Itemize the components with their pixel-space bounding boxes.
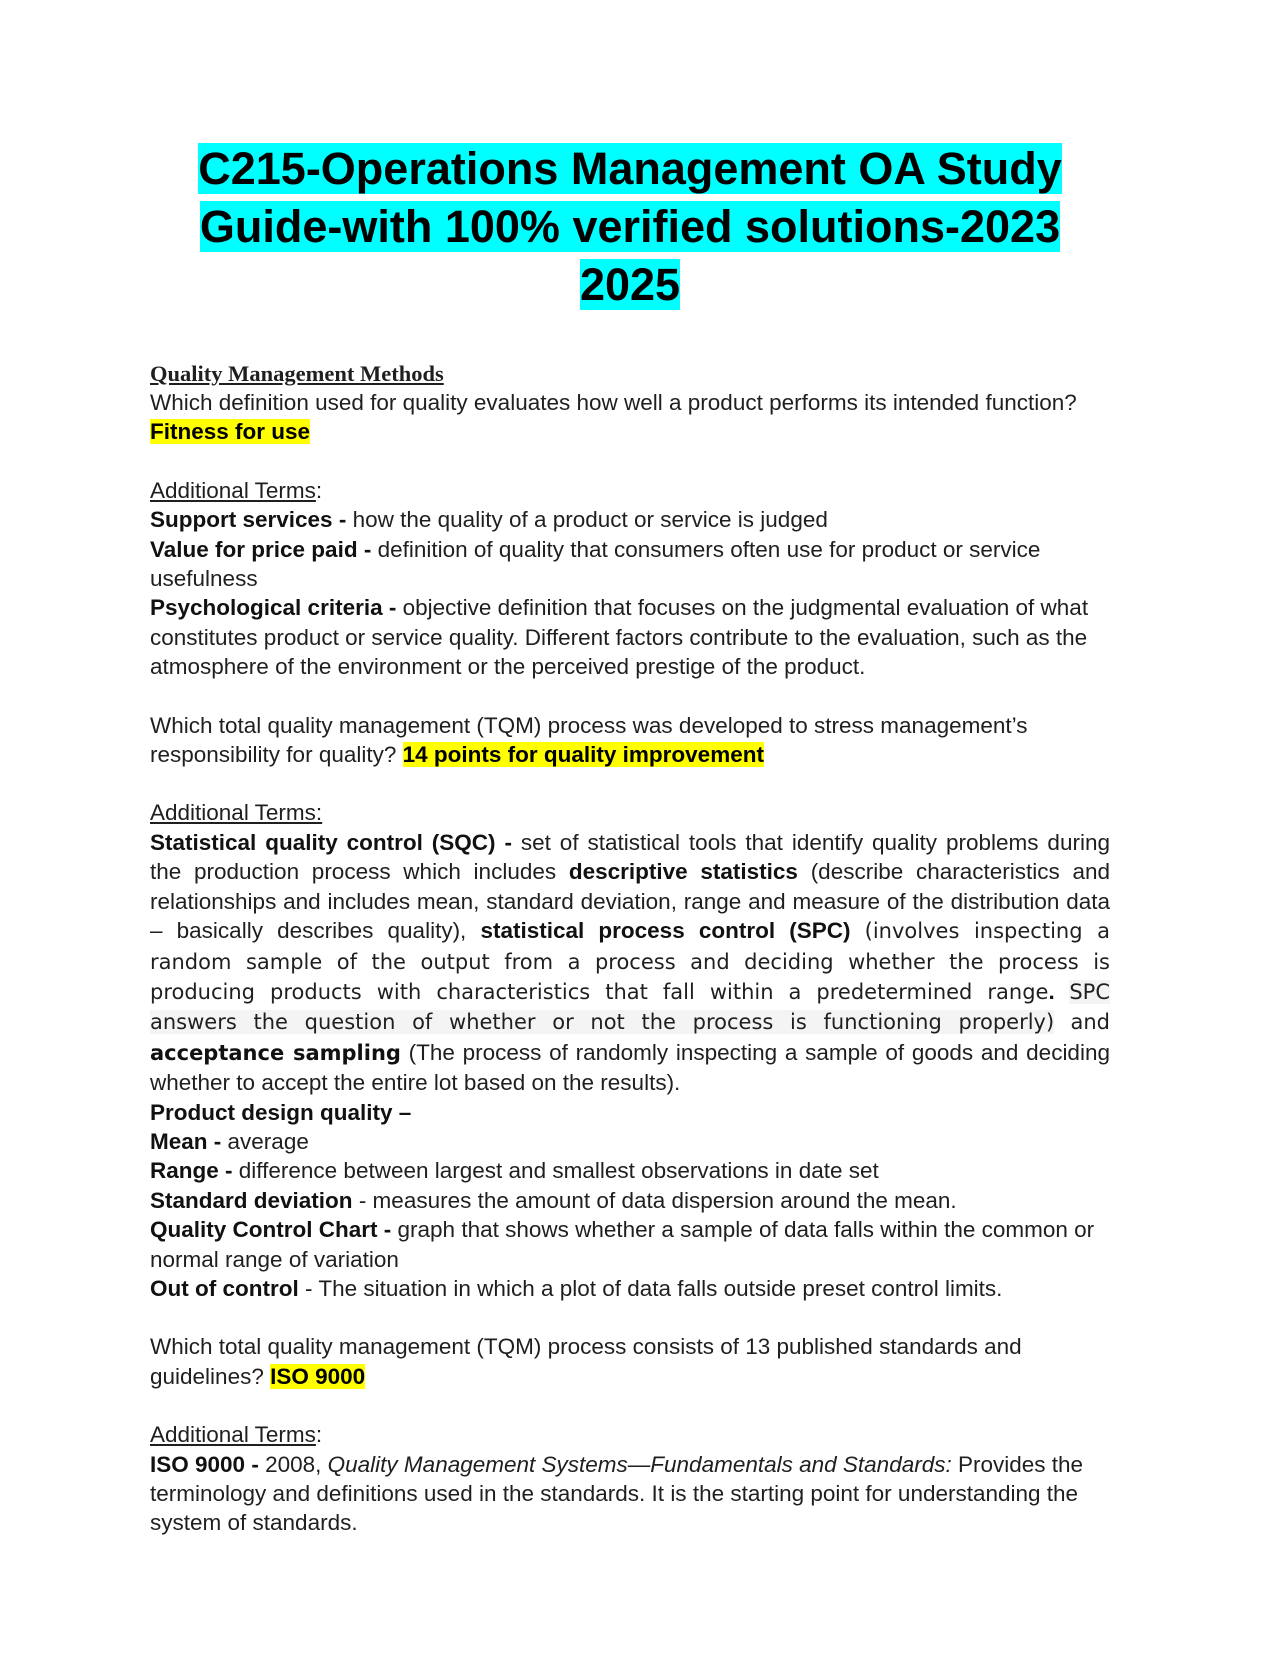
- question-1-text: Which definition used for quality evaluates how well a product performs its intended function?: [150, 390, 1077, 415]
- term-product-design-quality: Product design quality –: [150, 1099, 412, 1125]
- section-heading: Quality Management Methods: [150, 361, 444, 386]
- question-3: [150, 1332, 1110, 1391]
- term-quality-control-chart: Quality Control Chart - graph that shows whether a sample of data falls within the common or normal range of variation: [150, 1217, 1095, 1272]
- additional-terms-heading-1: Additional Terms:: [150, 477, 323, 503]
- term-value-for-price: Value for price paid - definition of quality that consumers often use for product or service usefulness: [150, 536, 1041, 592]
- term-psychological-criteria: Psychological criteria - objective definition that focuses on the judgmental evaluation of what constitutes product or service quality. Different factors contribute to the evaluation, such as the atmosphere of the environment or the perceived prestige of the product.: [150, 595, 1089, 680]
- question-2: [150, 711, 1110, 770]
- term-range: Range - difference between largest and smallest observations in date set: [150, 1158, 879, 1184]
- document-title: [150, 140, 1110, 314]
- title-line-1: C215-Operations Management OA Study: [198, 143, 1062, 194]
- additional-terms-heading-2: Additional Terms:: [150, 800, 323, 826]
- question-3-answer: ISO 9000: [270, 1363, 366, 1389]
- question-1: [150, 388, 1110, 447]
- question-1-answer: Fitness for use: [150, 419, 311, 445]
- question-2-text: Which total quality management (TQM) process was developed to stress management’s responsibility for quality?: [150, 712, 1028, 768]
- term-sqc: Statistical quality control (SQC) - set of statistical tools that identify quality problems during the production process which includes descriptive statistics (describe characteristics and relationships and includes mean, standard deviation, range and measure of the distribution data – basically describes quality), statistical process control (SPC) (involves inspecting a random sample of the output from a process and deciding whether the process is producing products with characteristics that fall within a predetermined range. SPC answers the question of whether or not the process is functioning properly) and acceptance sampling (The process of randomly inspecting a sample of goods and deciding whether to accept the entire lot based on the results).: [150, 829, 1111, 1096]
- additional-terms-heading-3: Additional Terms:: [150, 1422, 323, 1448]
- title-line-2: Guide-with 100% verified solutions-2023: [199, 201, 1061, 252]
- question-2-answer: 14 points for quality improvement: [402, 742, 764, 768]
- document-page: [150, 140, 1110, 1538]
- term-support-services: Support services - how the quality of a product or service is judged: [150, 507, 828, 533]
- question-3-text: Which total quality management (TQM) process consists of 13 published standards and guidelines?: [150, 1334, 1022, 1389]
- term-standard-deviation: Standard deviation - measures the amount of data dispersion around the mean.: [150, 1187, 957, 1213]
- term-out-of-control: Out of control - The situation in which a plot of data falls outside preset control limits.: [150, 1275, 1003, 1301]
- title-line-3: 2025: [579, 259, 681, 310]
- term-iso-9000: ISO 9000 - 2008, Quality Management Systems—Fundamentals and Standards: Provides the terminology and definitions used in the standards. It is the starting point for understanding the system of standards.: [150, 1451, 1084, 1536]
- term-mean: Mean - average: [150, 1128, 309, 1154]
